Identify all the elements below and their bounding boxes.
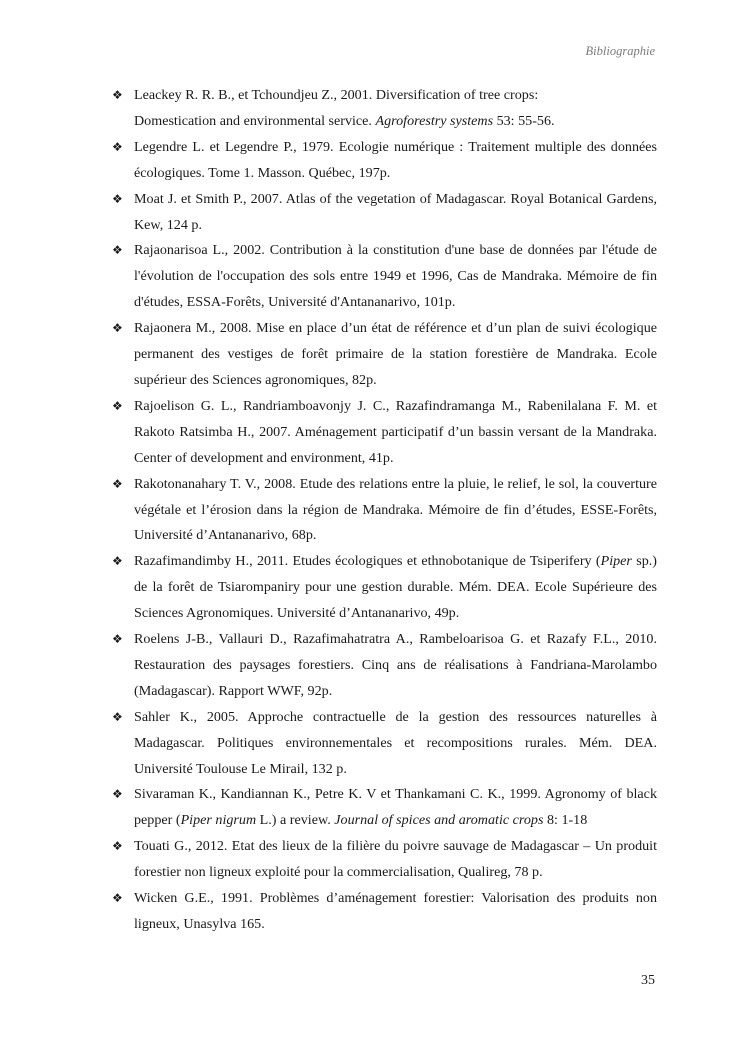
entry-segment: Sivaraman K., Kandiannan K., Petre K. V et Thankamani C. K., 1999. Agronomy of black pepper (: [134, 786, 657, 829]
entry-segment: Legendre L. et Legendre P., 1979. Ecologie numérique : Traitement multiple des données écologiques. Tome 1. Masson. Québec, 197p.: [134, 138, 657, 181]
italic-title: Agroforestry systems: [375, 112, 494, 129]
entry-text: [134, 886, 657, 938]
entry-segment: Rajaonarisoa L., 2002. Contribution à la constitution d'une base de données par l'étude de l'évolution de l'occupation des sols entre 1949 et 1996, Cas de Mandraka. Mémoire de fin d'études, ESSA-Forêts, Université d'Antananarivo, 101p.: [134, 242, 657, 311]
bibliography-entry: [112, 782, 657, 834]
italic-title: Piper nigrum: [180, 812, 257, 829]
entry-text: [134, 627, 657, 705]
entry-text: [134, 394, 657, 472]
bibliography-entry: [112, 187, 657, 239]
diamond-bullet-icon: ❖: [112, 709, 123, 724]
diamond-bullet-icon: ❖: [112, 398, 123, 413]
entry-segment: Domestication and environmental service.: [134, 112, 376, 129]
diamond-bullet-icon: ❖: [112, 891, 123, 906]
entry-text: [134, 238, 657, 316]
entry-segment: Leackey R. R. B., et Tchoundjeu Z., 2001. Diversification of tree crops:: [134, 87, 539, 103]
entry-text: [134, 549, 657, 627]
entry-segment: Rakotonanahary T. V., 2008. Etude des relations entre la pluie, le relief, le sol, la couverture végétale et l’érosion dans la région de Mandraka. Mémoire de fin d’études, ESSE-Forêts, Université d’Antananarivo, 68p.: [134, 475, 657, 544]
diamond-bullet-icon: ❖: [112, 554, 123, 569]
entry-segment: Roelens J-B., Vallauri D., Razafimahatratra A., Rambeloarisoa G. et Razafy F.L., 2010. Restauration des paysages forestiers. Cinq ans de réalisations à Fandriana-Marolambo (Madagascar). Rapport WWF, 92p.: [134, 631, 657, 699]
diamond-bullet-icon: ❖: [112, 476, 123, 491]
bibliography-entry: [112, 834, 657, 886]
diamond-bullet-icon: ❖: [112, 139, 123, 154]
page-number: 35: [641, 973, 655, 988]
entry-text: [134, 316, 657, 394]
entry-text: [134, 782, 657, 834]
entry-segment: Rajoelison G. L., Randriamboavonjy J. C., Razafindramanga M., Rabenilalana F. M. et Rakoto Ratsimba H., 2007. Aménagement participatif d’un bassin versant de la Mandraka. Center of development and environment, 41p.: [134, 397, 657, 466]
entry-segment: 8: 1-18: [543, 812, 588, 829]
italic-title: Piper: [600, 553, 632, 570]
entry-segment: L.) a review.: [256, 812, 335, 829]
bibliography-entry: [112, 83, 657, 135]
bibliography-entry: [112, 316, 657, 394]
italic-title: Journal of spices and aromatic crops: [334, 812, 544, 829]
bibliography-entry: [112, 472, 657, 550]
entry-segment: Touati G., 2012. Etat des lieux de la filière du poivre sauvage de Madagascar – Un produit forestier non ligneux exploité pour la commercialisation, Qualireg, 78 p.: [134, 838, 657, 881]
running-header: Bibliographie: [585, 44, 655, 58]
bibliography-entry: [112, 394, 657, 472]
bibliography-entry: [112, 886, 657, 938]
diamond-bullet-icon: ❖: [112, 243, 123, 258]
entry-segment: Sahler K., 2005. Approche contractuelle de la gestion des ressources naturelles à Madagascar. Politiques environnementales et recompositions rurales. Mém. DEA. Université Toulouse Le Mirail, 132 p.: [134, 708, 657, 777]
diamond-bullet-icon: ❖: [112, 88, 123, 102]
entry-text: [134, 83, 657, 135]
bibliography-entry: [112, 135, 657, 187]
diamond-bullet-icon: ❖: [112, 632, 123, 647]
entry-segment: Wicken G.E., 1991. Problèmes d’aménagement forestier: Valorisation des produits non ligneux, Unasylva 165.: [134, 890, 657, 932]
bibliography-entry: [112, 549, 657, 627]
entry-text: [134, 705, 657, 783]
entry-segment: sp.) de la forêt de Tsiarompaniry pour une gestion durable. Mém. DEA. Ecole Supérieure des Sciences Agronomiques. Université d’Antananarivo, 49p.: [134, 553, 657, 622]
diamond-bullet-icon: ❖: [112, 787, 123, 802]
entry-segment: Razafimandimby H., 2011. Etudes écologiques et ethnobotanique de Tsiperifery (: [134, 553, 601, 570]
bibliography-entry: [112, 238, 657, 316]
bibliography-list: [112, 83, 657, 938]
entry-segment: Moat J. et Smith P., 2007. Atlas of the vegetation of Madagascar. Royal Botanical Gardens, Kew, 124 p.: [134, 190, 657, 233]
bibliography-entry: [112, 705, 657, 783]
entry-text: [134, 472, 657, 550]
entry-text: [134, 135, 657, 187]
entry-text: [134, 187, 657, 239]
bibliography-entry: [112, 627, 657, 705]
entry-segment: 53: 55-56.: [493, 112, 555, 129]
diamond-bullet-icon: ❖: [112, 321, 123, 336]
diamond-bullet-icon: ❖: [112, 191, 123, 206]
entry-segment: Rajaonera M., 2008. Mise en place d’un état de référence et d’un plan de suivi écologique permanent des vestiges de forêt primaire de la station forestière de Mandraka. Ecole supérieur des Sciences agronomiques, 82p.: [134, 320, 657, 388]
diamond-bullet-icon: ❖: [112, 839, 123, 854]
entry-text: [134, 834, 657, 886]
